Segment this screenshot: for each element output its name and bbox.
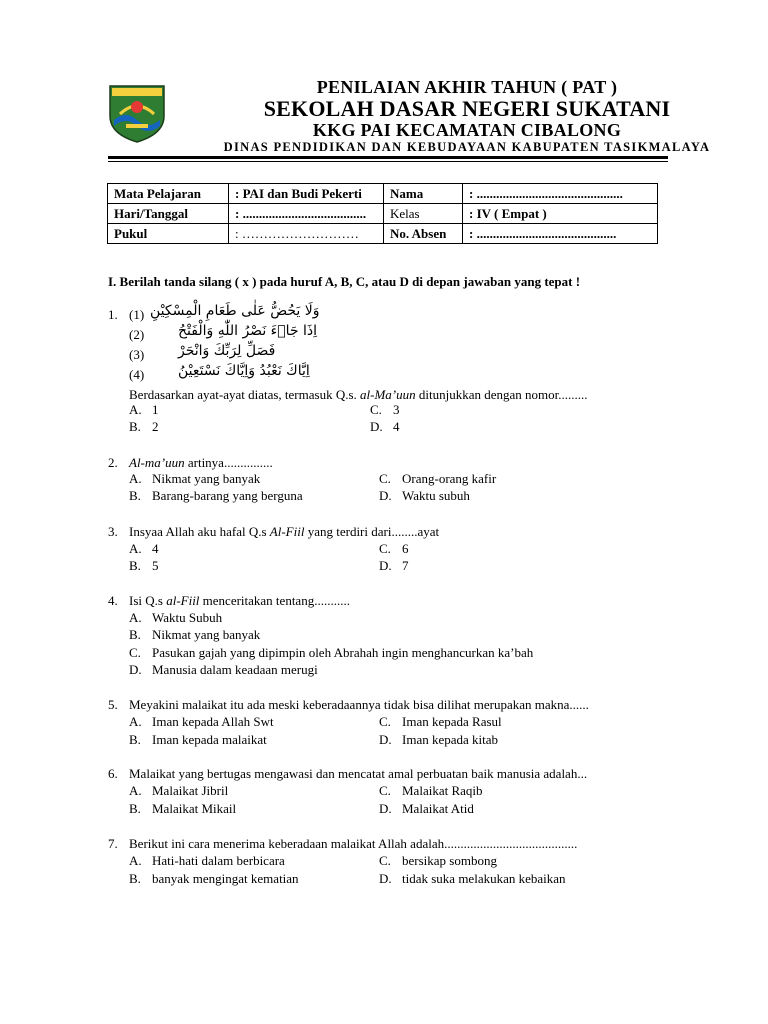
question-text: Berdasarkan ayat-ayat diatas, termasuk Q.s. al-Ma’uun ditunjukkan dengan nomor.........	[129, 387, 588, 402]
option-a[interactable]: A. Iman kepada Allah Swt	[129, 714, 274, 729]
subject-value: : PAI dan Budi Pekerti	[229, 184, 384, 204]
absence-number-field[interactable]: : ...........................................	[463, 224, 658, 244]
section-instruction: I. Berilah tanda silang ( x ) pada huruf A, B, C, atau D di depan jawaban yang tepat !	[108, 274, 581, 289]
question-number: 3.	[108, 524, 118, 539]
question-text: Malaikat yang bertugas mengawasi dan mencatat amal perbuatan baik manusia adalah...	[129, 766, 588, 781]
student-info-table	[107, 183, 658, 244]
table-row	[108, 204, 658, 224]
arabic-verse: اِذَا جَاۤءَ نَصْرُ اللّٰهِ وَالْفَتْحُ	[178, 323, 318, 339]
option-b[interactable]: B. Malaikat Mikail	[129, 801, 237, 816]
option-d[interactable]: D. tidak suka melakukan kebaikan	[379, 871, 566, 886]
option-b[interactable]: B. Nikmat yang banyak	[129, 627, 261, 642]
question-number: 6.	[108, 766, 118, 781]
question-number: 2.	[108, 455, 118, 470]
option-a[interactable]: A. Hati-hati dalam berbicara	[129, 853, 285, 868]
date-field[interactable]: : ......................................	[229, 204, 384, 224]
option-d[interactable]: D. Manusia dalam keadaan merugi	[129, 662, 318, 677]
option-c[interactable]: C. bersikap sombong	[379, 853, 497, 868]
option-b[interactable]: B. banyak mengingat kematian	[129, 871, 299, 886]
question-number: 4.	[108, 593, 118, 608]
option-d[interactable]: D. 4	[370, 419, 400, 434]
question-number: 1.	[108, 307, 118, 322]
header-divider-thick	[108, 156, 668, 159]
ayat-number: (4)	[129, 367, 145, 382]
option-b[interactable]: B. 5	[129, 558, 159, 573]
header-divider-thin	[108, 161, 668, 162]
class-label: Kelas	[384, 204, 463, 224]
option-c[interactable]: C. Iman kepada Rasul	[379, 714, 502, 729]
option-b[interactable]: B. Iman kepada malaikat	[129, 732, 267, 747]
name-field[interactable]: : .............................................	[463, 184, 658, 204]
time-field[interactable]: : ………………………	[229, 224, 384, 244]
ayat-number: (1)	[129, 307, 145, 322]
table-row	[108, 224, 658, 244]
class-value: : IV ( Empat )	[463, 204, 658, 224]
option-d[interactable]: D. Malaikat Atid	[379, 801, 474, 816]
option-d[interactable]: D. Waktu subuh	[379, 488, 470, 503]
option-a[interactable]: A. 1	[129, 402, 159, 417]
absence-number-label: No. Absen	[384, 224, 463, 244]
option-a[interactable]: A. Nikmat yang banyak	[129, 471, 261, 486]
option-a[interactable]: A. 4	[129, 541, 159, 556]
ayat-number: (2)	[129, 327, 145, 342]
question-text: Meyakini malaikat itu ada meski keberadaannya tidak bisa dilihat merupakan makna......	[129, 697, 589, 712]
arabic-verse: وَلَا يَحُضُّ عَلٰى طَعَامِ الْمِسْكِيْنِ	[150, 303, 320, 319]
school-district-logo	[106, 80, 168, 144]
question-text: Insyaa Allah aku hafal Q.s Al-Fiil yang terdiri dari........ayat	[129, 524, 440, 539]
arabic-verse: فَصَلِّ لِرَبِّكَ وَانْحَرْ	[178, 343, 276, 359]
option-a[interactable]: A. Waktu Subuh	[129, 610, 223, 625]
school-name: SEKOLAH DASAR NEGERI SUKATANI	[263, 96, 671, 121]
subject-label: Mata Pelajaran	[108, 184, 229, 204]
question-text: Berikut ini cara menerima keberadaan malaikat Allah adalah.........................................	[129, 836, 578, 851]
arabic-verse: اِيَّاكَ نَعْبُدُ وَاِيَّاكَ نَسْتَعِيْنُ	[178, 363, 310, 379]
option-c[interactable]: C. 3	[370, 402, 400, 417]
name-label: Nama	[384, 184, 463, 204]
option-c[interactable]: C. Pasukan gajah yang dipimpin oleh Abrahah ingin menghancurkan ka’bah	[129, 645, 534, 660]
option-c[interactable]: C. Malaikat Raqib	[379, 783, 483, 798]
organizer-name: KKG PAI KECAMATAN CIBALONG	[312, 120, 622, 140]
option-c[interactable]: C. 6	[379, 541, 409, 556]
ayat-number: (3)	[129, 347, 145, 362]
table-row	[108, 184, 658, 204]
option-b[interactable]: B. 2	[129, 419, 159, 434]
option-d[interactable]: D. 7	[379, 558, 409, 573]
question-text: Isi Q.s al-Fiil menceritakan tentang...........	[129, 593, 350, 608]
question-number: 5.	[108, 697, 118, 712]
option-c[interactable]: C. Orang-orang kafir	[379, 471, 497, 486]
time-label: Pukul	[108, 224, 229, 244]
option-a[interactable]: A. Malaikat Jibril	[129, 783, 229, 798]
option-b[interactable]: B. Barang-barang yang berguna	[129, 488, 303, 503]
date-label: Hari/Tanggal	[108, 204, 229, 224]
exam-title: PENILAIAN AKHIR TAHUN ( PAT )	[316, 77, 618, 97]
department-name: DINAS PENDIDIKAN DAN KEBUDAYAAN KABUPATEN TASIKMALAYA	[223, 140, 711, 154]
question-number: 7.	[108, 836, 118, 851]
option-d[interactable]: D. Iman kepada kitab	[379, 732, 499, 747]
question-text: Al-ma’uun artinya...............	[129, 455, 273, 470]
